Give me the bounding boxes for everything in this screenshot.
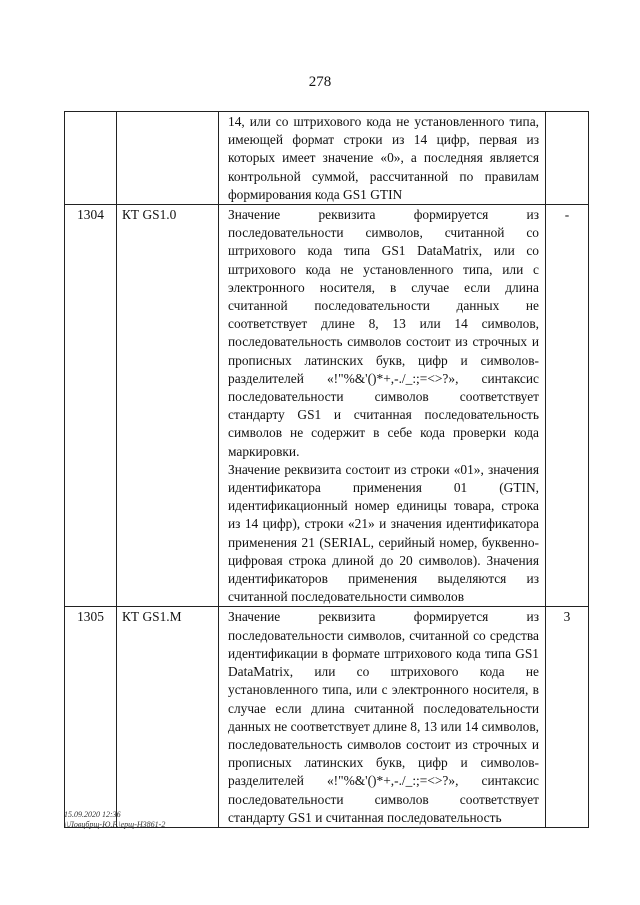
page-number: 278 xyxy=(308,74,332,90)
row-name: КТ GS1.0 xyxy=(117,205,219,607)
table-row xyxy=(65,205,589,607)
description-paragraph: Значение реквизита состоит из строки «01», значения идентификатора применения 01 (GTIN, идентификационный номер единицы товара, строка из 14 цифр), строки «21» и значения идентификатора применения 21 (SERIAL, серийный номер, буквенно-цифровая строка длиной до 20 символов). Значения идентификаторов применения выделяются из считанной последовательности символов xyxy=(228,461,539,605)
row-name xyxy=(117,112,219,205)
footer-timestamp: 15.09.2020 12:36 xyxy=(64,810,121,819)
row-name: КТ GS1.М xyxy=(117,607,219,827)
description-paragraph: Значение реквизита формируется из последовательности символов, считанной со штрихового кода типа GS1 DataMatrix, или со штрихового кода не установленного типа, или с электронного носителя, в случае если длина считанной последовательности данных не соответствует длине 8, 13 или 14 символов, последовательность символов состоит из строчных и прописных латинских букв, цифр и символов-разделителей «!"%&'()*+,-./_:;=<>?», синтаксис последовательности символов соответствует стандарту GS1 и считанная последовательность символов не содержит в себе кода проверки кода маркировки. xyxy=(228,207,539,459)
requisites-table xyxy=(64,111,589,828)
description-paragraph: 14, или со штрихового кода не установленного типа, имеющей формат строки из 14 цифр, первая из которых имеет значение «0», а последняя является контрольной суммой, рассчитанной по правилам формирования кода GS1 GTIN xyxy=(228,114,539,202)
row-code: 1304 xyxy=(65,205,117,607)
row-value: - xyxy=(546,205,589,607)
footer-path: \\Ловцбрщ-Ю.Р.\ерщ-Н3861-2 xyxy=(64,820,166,829)
row-code: 1305 xyxy=(65,607,117,827)
table-row xyxy=(65,112,589,205)
row-description xyxy=(219,607,546,827)
row-value: 3 xyxy=(546,607,589,827)
document-footer xyxy=(64,810,165,830)
description-paragraph: Значение реквизита формируется из последовательности символов, считанной со средства идентификации в формате штрихового кода типа GS1 DataMatrix, или со штрихового кода не установленного типа, или с электронного носителя, в случае если длина считанной последовательности данных не соответствует длине 8, 13 или 14 символов, последовательность символов состоит из строчных и прописных латинских букв, цифр и символов-разделителей «!"%&'()*+,-./_:;=<>?», синтаксис последовательности символов соответствует стандарту GS1 и считанная последовательность xyxy=(228,609,539,825)
row-value xyxy=(546,112,589,205)
row-description xyxy=(219,205,546,607)
row-description xyxy=(219,112,546,205)
table-row xyxy=(65,607,589,827)
row-code xyxy=(65,112,117,205)
